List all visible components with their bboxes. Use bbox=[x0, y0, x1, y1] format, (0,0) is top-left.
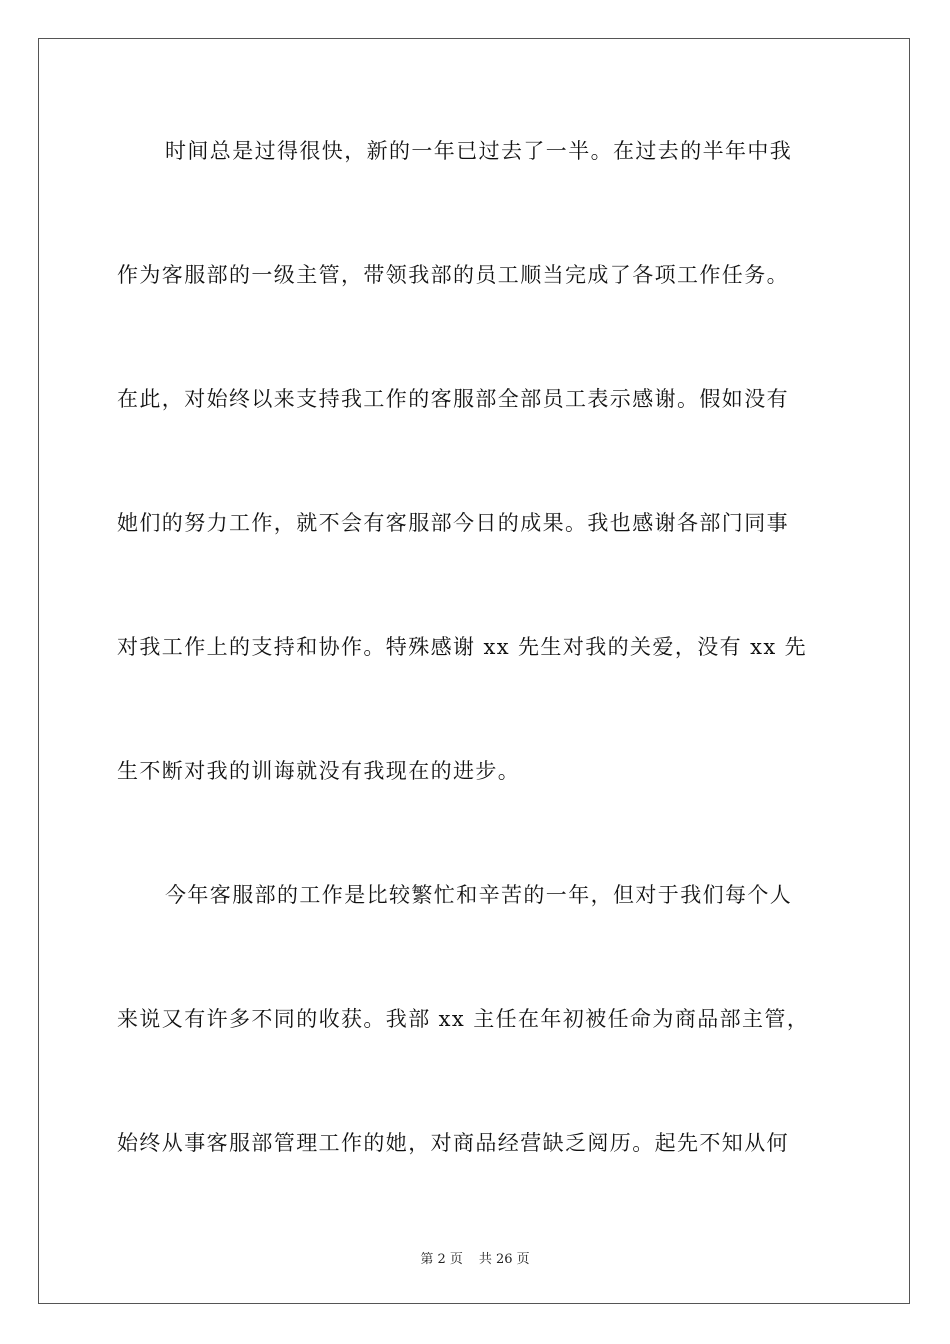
paragraph-1-line-1: 时间总是过得很快，新的一年已过去了一半。在过去的半年中我 bbox=[165, 139, 793, 163]
paragraph-2-line-3: 始终从事客服部管理工作的她，对商品经营缺乏阅历。起先不知从何 bbox=[117, 1131, 789, 1155]
paragraph-2-line-2: 来说又有许多不同的收获。我部 xx 主任在年初被任命为商品部主管， bbox=[117, 1007, 810, 1031]
paragraph-1-line-3: 在此，对始终以来支持我工作的客服部全部员工表示感谢。假如没有 bbox=[117, 387, 789, 411]
page-total: 共 26 页 bbox=[478, 1252, 530, 1267]
paragraph-1-line-5: 对我工作上的支持和协作。特殊感谢 xx 先生对我的关爱，没有 xx 先 bbox=[117, 635, 808, 659]
page-number: 第 2 页 bbox=[420, 1252, 463, 1267]
paragraph-1-line-2: 作为客服部的一级主管，带领我部的员工顺当完成了各项工作任务。 bbox=[117, 263, 789, 287]
page-border bbox=[38, 38, 910, 1304]
paragraph-2-line-1: 今年客服部的工作是比较繁忙和辛苦的一年，但对于我们每个人 bbox=[165, 883, 793, 907]
paragraph-1-line-6: 生不断对我的训诲就没有我现在的进步。 bbox=[117, 759, 521, 783]
paragraph-1-line-4: 她们的努力工作，就不会有客服部今日的成果。我也感谢各部门同事 bbox=[117, 511, 789, 535]
page-footer bbox=[0, 1248, 950, 1267]
